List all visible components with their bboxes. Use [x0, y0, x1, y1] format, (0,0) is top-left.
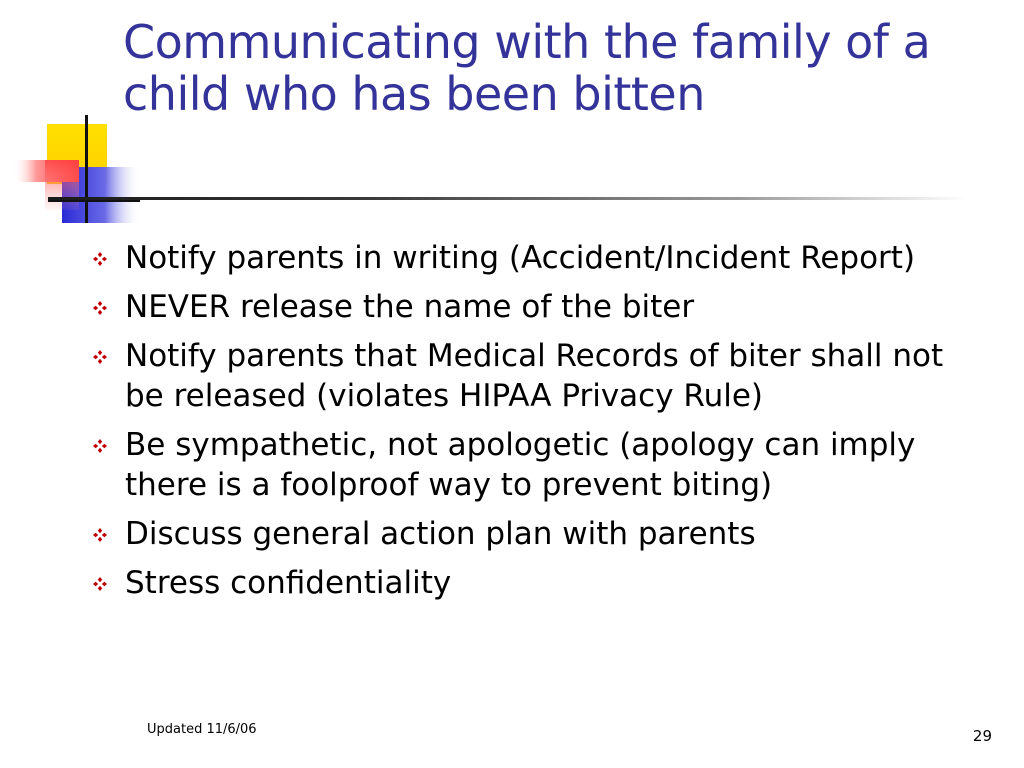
four-diamond-bullet-icon — [93, 252, 107, 266]
page-number: 29 — [972, 727, 992, 745]
bullet-item — [90, 514, 990, 554]
four-diamond-bullet-icon — [93, 528, 107, 542]
bullet-item — [90, 563, 990, 603]
bullet-text: Discuss general action plan with parents — [125, 516, 756, 552]
slide-title: Communicating with the family of a child who has been bitten — [123, 15, 931, 121]
bullet-item — [90, 425, 990, 505]
four-diamond-bullet-icon — [93, 350, 107, 364]
bullet-item — [90, 287, 990, 327]
title-divider — [48, 197, 968, 200]
bullet-text: NEVER release the name of the biter — [125, 289, 695, 325]
four-diamond-bullet-icon — [93, 439, 107, 453]
bullet-text: Be sympathetic, not apologetic (apology can imply there is a foolproof way to prevent biting) — [125, 427, 916, 503]
bullet-item — [90, 336, 990, 416]
bullet-text: Notify parents that Medical Records of biter shall not be released (violates HIPAA Privacy Rule) — [125, 338, 944, 414]
bullet-text: Notify parents in writing (Accident/Incident Report) — [125, 240, 916, 276]
bullet-list — [90, 238, 990, 612]
four-diamond-bullet-icon — [93, 577, 107, 591]
footer-updated-date: Updated 11/6/06 — [147, 722, 257, 737]
four-diamond-bullet-icon — [93, 301, 107, 315]
bullet-text: Stress confidentiality — [125, 565, 452, 601]
bullet-item — [90, 238, 990, 278]
